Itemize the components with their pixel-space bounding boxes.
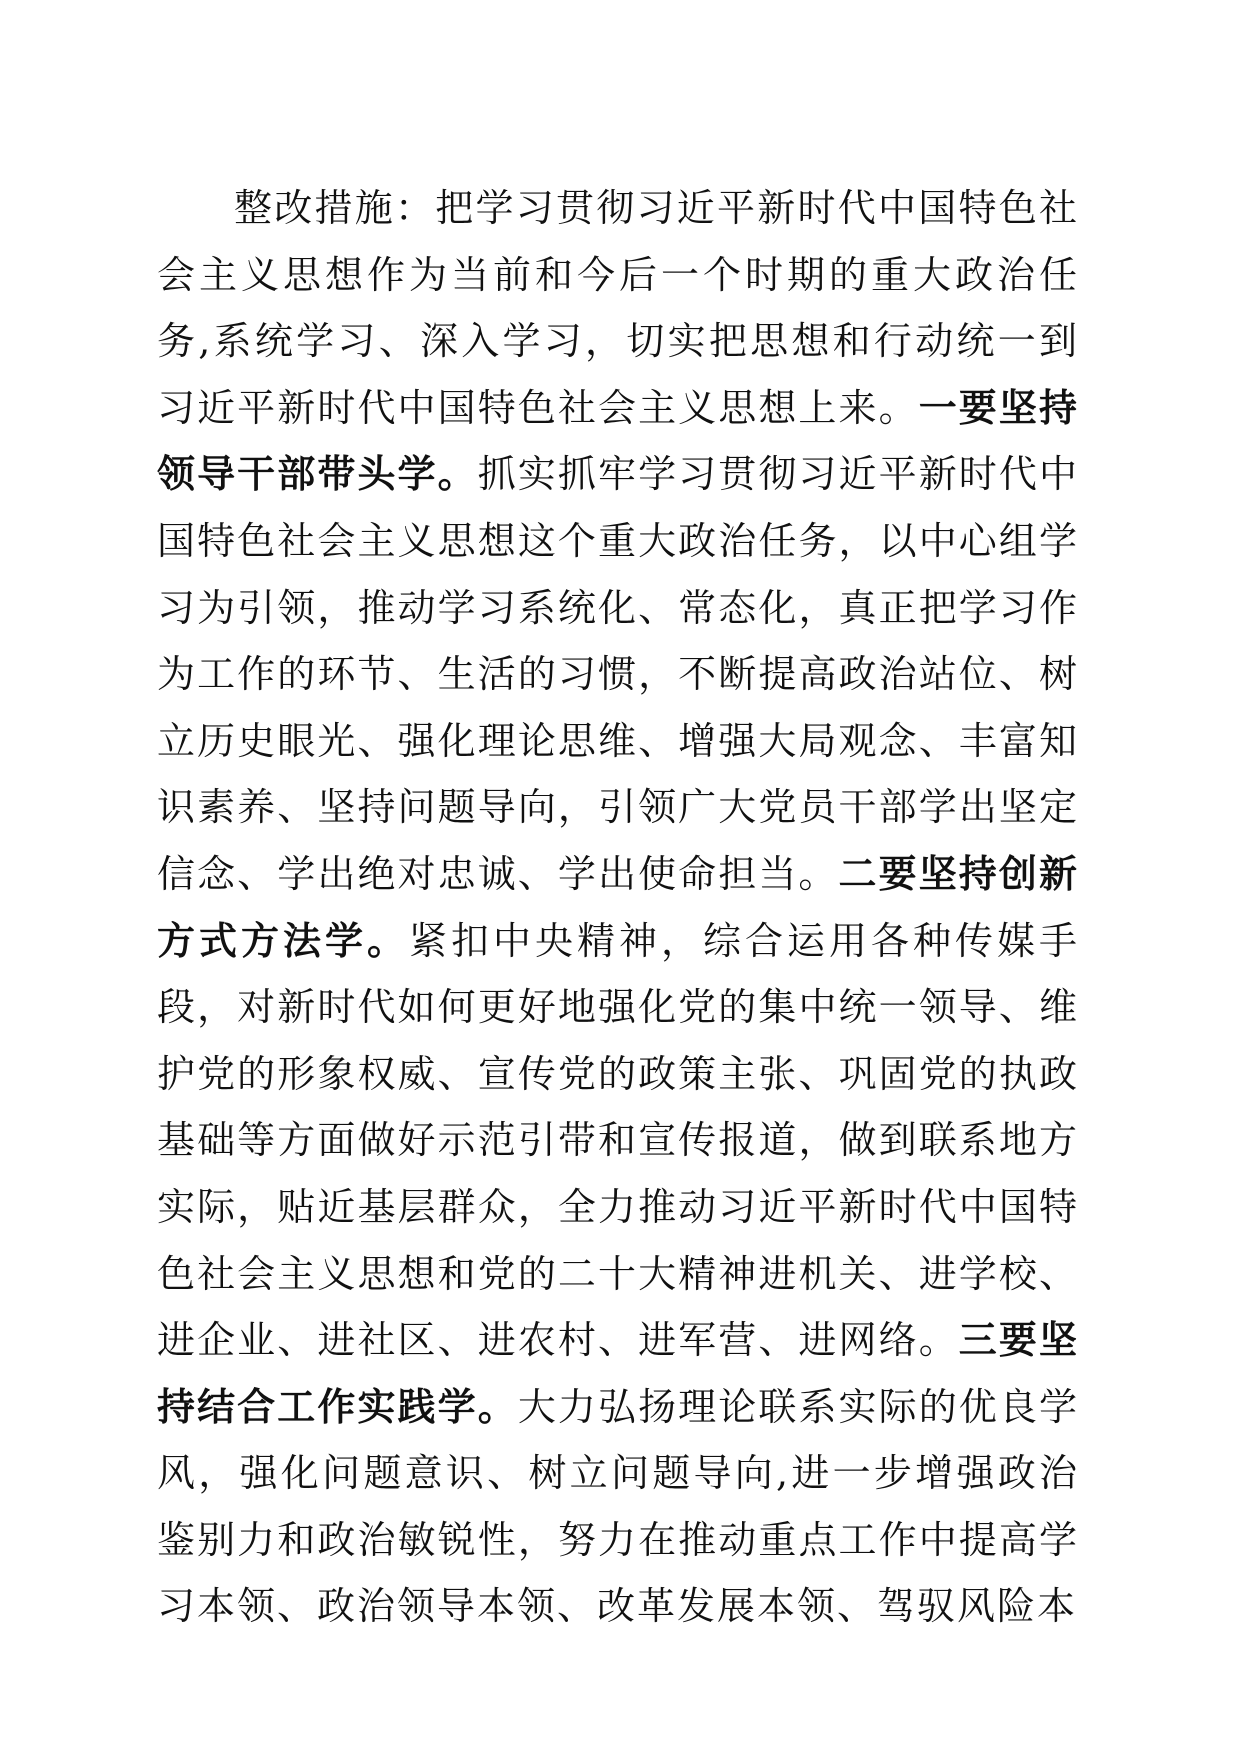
rectification-paragraph	[157, 175, 1079, 1640]
document-body	[157, 175, 1079, 1640]
paragraph-text: 紧扣中央精神，综合运用各种传媒手段，对新时代如何更好地强化党的集中统一领导、维护党的形象权威、宣传党的政策主张、巩固党的执政基础等方面做好示范引带和宣传报道，做到联系地方实际，贴近基层群众，全力推动习近平新时代中国特色社会主义思想和党的二十大精神进机关、进学校、进企业、进社区、进农村、进军营、进网络。	[157, 918, 1079, 1363]
bold-heading: 三要坚持结合工作实践学。	[157, 1318, 1079, 1429]
paragraph-text: 大力弘扬理论联系实际的优良学风，强化问题意识、树立问题导向,进一步增强政治鉴别力和政治敏锐性，努力在推动重点工作中提高学习本领、政治领导本领、改革发展本领、驾驭风险本	[157, 1384, 1079, 1629]
paragraph-text: 把学习贯彻习近平新时代中国特色社会主义思想作为当前和今后一个时期的重大政治任务,系统学习、深入学习，切实把思想和行动统一到习近平新时代中国特色社会主义思想上来。	[157, 186, 1079, 430]
bold-heading: 二要坚持创新方式方法学。	[157, 851, 1079, 963]
bold-heading: 一要坚持领导干部带头学。	[157, 385, 1079, 497]
paragraph-text: 抓实抓牢学习贯彻习近平新时代中国特色社会主义思想这个重大政治任务，以中心组学习为引领，推动学习系统化、常态化，真正把学习作为工作的环节、生活的习惯，不断提高政治站位、树立历史眼光、强化理论思维、增强大局观念、丰富知识素养、坚持问题导向，引领广大党员干部学出坚定信念、学出绝对忠诚、学出使命担当。	[157, 452, 1079, 896]
lead-label: 整改措施：	[234, 186, 436, 230]
